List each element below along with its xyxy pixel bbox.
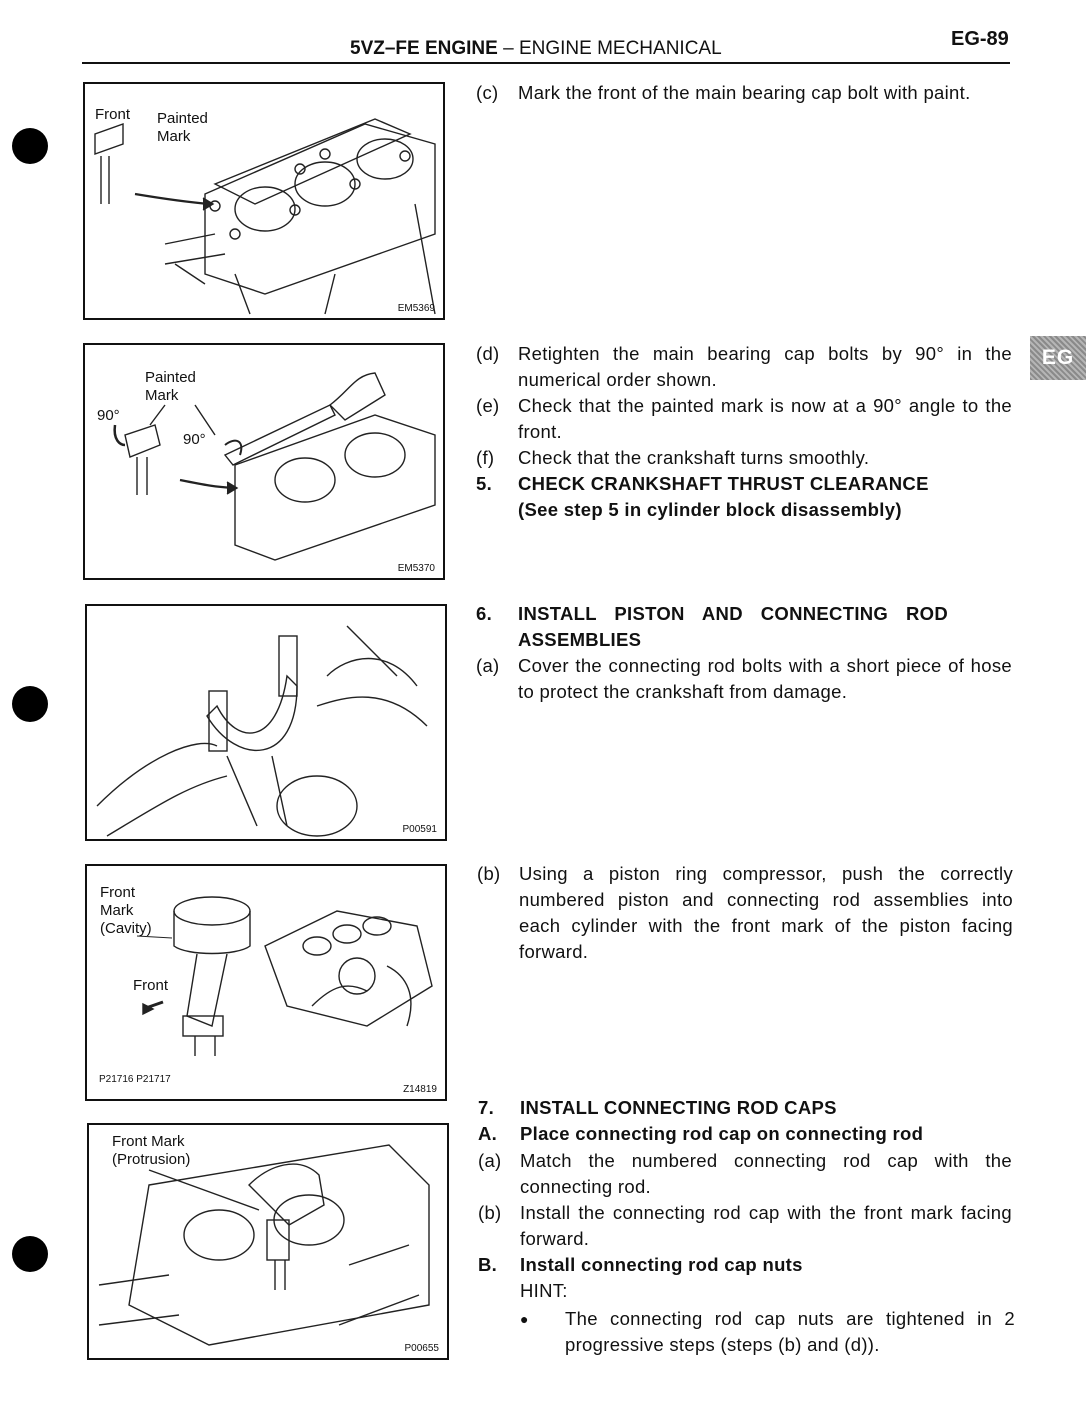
front-mark-cavity-label: Front Mark (Cavity) bbox=[100, 884, 152, 937]
step-number: (f) bbox=[476, 447, 495, 468]
step-number: (b) bbox=[478, 1202, 502, 1223]
step-number: 7. bbox=[478, 1097, 495, 1118]
step-number: A. bbox=[478, 1123, 498, 1144]
figure-code: EM5370 bbox=[397, 563, 435, 574]
step-number: (a) bbox=[478, 1150, 502, 1171]
angle-right-label: 90° bbox=[183, 431, 206, 448]
step-text: Check that the painted mark is now at a 90° angle to the front. bbox=[518, 395, 1012, 442]
binder-hole bbox=[12, 686, 48, 722]
retighten-illustration bbox=[85, 345, 443, 578]
step-text: Install connecting rod cap nuts bbox=[520, 1254, 803, 1275]
step-number: (b) bbox=[477, 863, 501, 884]
binder-hole bbox=[12, 1236, 48, 1272]
figure-rod-bolt-hose bbox=[85, 604, 447, 841]
front-mark-protrusion-label: Front Mark (Protrusion) bbox=[112, 1133, 191, 1168]
step-number: (a) bbox=[476, 655, 500, 676]
step-text: (See step 5 in cylinder block disassembly) bbox=[518, 499, 902, 520]
figure-code: Z14819 bbox=[403, 1084, 437, 1095]
page-header-title bbox=[350, 38, 722, 60]
step-text: Using a piston ring compressor, push the correctly numbered piston and connecting rod assemblies into each cylinder with the front mark of the piston facing forward. bbox=[519, 863, 1013, 962]
figure-retighten-90 bbox=[83, 343, 445, 580]
section-tab: EG bbox=[1030, 336, 1086, 380]
step-text: HINT: bbox=[520, 1280, 568, 1301]
step-text: Match the numbered connecting rod cap with the connecting rod. bbox=[520, 1150, 1012, 1197]
painted-mark-label: Painted Mark bbox=[157, 110, 208, 145]
step-number: B. bbox=[478, 1254, 498, 1275]
page-number: EG-89 bbox=[951, 28, 1009, 50]
section-name: – ENGINE MECHANICAL bbox=[497, 38, 722, 59]
step-text: Place connecting rod cap on connecting rod bbox=[520, 1123, 924, 1144]
step-number: 6. bbox=[476, 603, 493, 624]
engine-name: 5VZ–FE ENGINE bbox=[350, 38, 498, 59]
binder-hole bbox=[12, 128, 48, 164]
header-rule bbox=[82, 62, 1010, 64]
step-text: Cover the connecting rod bolts with a short piece of hose to protect the crankshaft from damage. bbox=[518, 655, 1012, 702]
bullet-text: The connecting rod cap nuts are tightened in 2 progressive steps (steps (b) and (d)). bbox=[565, 1308, 1015, 1355]
step-number: 5. bbox=[476, 473, 493, 494]
figure-code: P00655 bbox=[404, 1343, 439, 1354]
figure-code-left: P21716 P21717 bbox=[99, 1074, 171, 1085]
step-text: Check that the crankshaft turns smoothly. bbox=[518, 447, 870, 468]
connecting-rod-hose-illustration bbox=[87, 606, 445, 839]
step-text: INSTALL CONNECTING ROD CAPS bbox=[520, 1097, 837, 1118]
angle-left-label: 90° bbox=[97, 407, 120, 424]
engine-block-illustration bbox=[85, 84, 443, 318]
figure-code: P00591 bbox=[402, 824, 437, 835]
front-label: Front bbox=[133, 977, 169, 994]
figure-main-bearing-cap-paint bbox=[83, 82, 445, 320]
step-text: INSTALL PISTON AND CONNECTING ROD ASSEMBLIES bbox=[518, 603, 948, 650]
step-number: (d) bbox=[476, 343, 500, 364]
step-number: (e) bbox=[476, 395, 500, 416]
step-number: (c) bbox=[476, 82, 499, 103]
step-text: Mark the front of the main bearing cap bolt with paint. bbox=[518, 82, 971, 103]
front-label: Front bbox=[95, 106, 131, 123]
step-text: CHECK CRANKSHAFT THRUST CLEARANCE bbox=[518, 473, 929, 494]
figure-piston-install bbox=[85, 864, 447, 1101]
figure-rod-cap bbox=[87, 1123, 449, 1360]
bullet-dot: ● bbox=[520, 1311, 529, 1327]
step-text: Install the connecting rod cap with the front mark facing forward. bbox=[520, 1202, 1012, 1249]
step-text: Retighten the main bearing cap bolts by 90° in the numerical order shown. bbox=[518, 343, 1012, 390]
painted-mark-label: Painted Mark bbox=[145, 369, 196, 404]
figure-code: EM5369 bbox=[397, 303, 435, 314]
